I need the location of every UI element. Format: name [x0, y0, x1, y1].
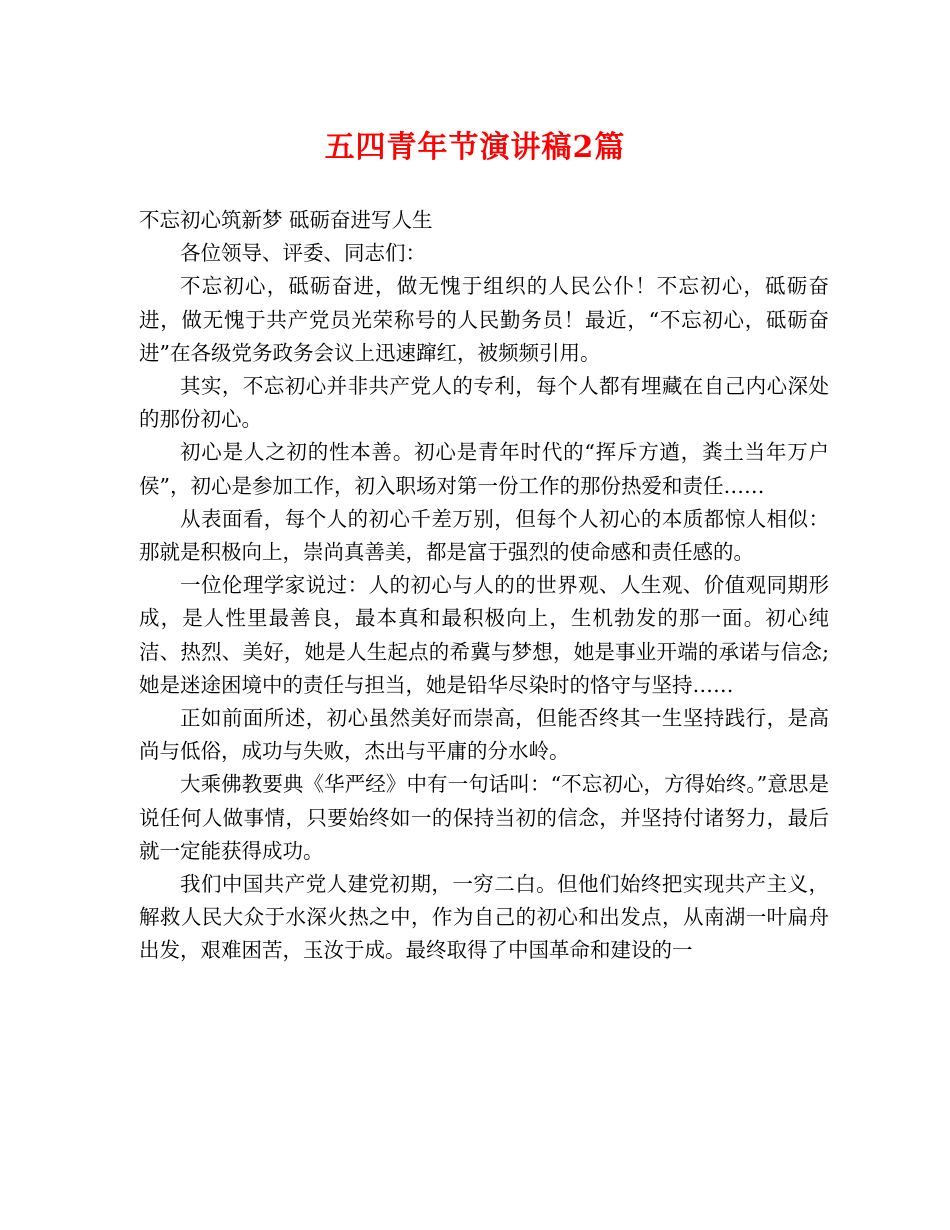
- body-paragraph: 不忘初心，砥砺奋进，做无愧于组织的人民公仆！不忘初心，砥砺奋进，做无愧于共产党员光荣称号的人民勤务员！最近，“不忘初心，砥砺奋进”在各级党务政务会议上迅速蹿红，被频频引用。: [139, 274, 829, 365]
- body-paragraph: 我们中国共产党人建党初期，一穷二白。但他们始终把实现共产主义，解救人民大众于水深火热之中，作为自己的初心和出发点，从南湖一叶扁舟出发，艰难困苦，玉汝于成。最终取得了中国革命和建设的一: [139, 872, 829, 963]
- body-paragraph: 从表面看，每个人的初心千差万别，但每个人初心的本质都惊人相似：那就是积极向上，崇尚真善美，都是富于强烈的使命感和责任感的。: [139, 506, 829, 565]
- subtitle-line: 不忘初心筑新梦 砥砺奋进写人生: [139, 208, 433, 232]
- body-paragraph: 初心是人之初的性本善。初心是青年时代的“挥斥方遒，粪土当年万户侯”，初心是参加工作，初入职场对第一份工作的那份热爱和责任……: [139, 440, 829, 498]
- body-paragraph: 其实，不忘初心并非共产党人的专利，每个人都有埋藏在自己内心深处的那份初心。: [139, 374, 829, 432]
- body-paragraph: 大乘佛教要典《华严经》中有一句话叫：“不忘初心，方得始终。”意思是说任何人做事情，只要始终如一的保持当初的信念，并坚持付诸努力，最后就一定能获得成功。: [139, 772, 829, 863]
- document-body: [139, 204, 829, 968]
- body-paragraph: 正如前面所述，初心虽然美好而崇高，但能否终其一生坚持践行，是高尚与低俗，成功与失败，杰出与平庸的分水岭。: [139, 706, 829, 764]
- document-title: 五四青年节演讲稿2篇: [324, 130, 626, 165]
- body-paragraph: 一位伦理学家说过：人的初心与人的的世界观、人生观、价值观同期形成，是人性里最善良，最本真和最积极向上，生机勃发的那一面。初心纯洁、热烈、美好，她是人生起点的希冀与梦想，她是事业开端的承诺与信念;她是迷途困境中的责任与担当，她是铅华尽染时的恪守与坚持……: [139, 573, 829, 697]
- salutation-paragraph: 各位领导、评委、同志们：: [180, 241, 426, 266]
